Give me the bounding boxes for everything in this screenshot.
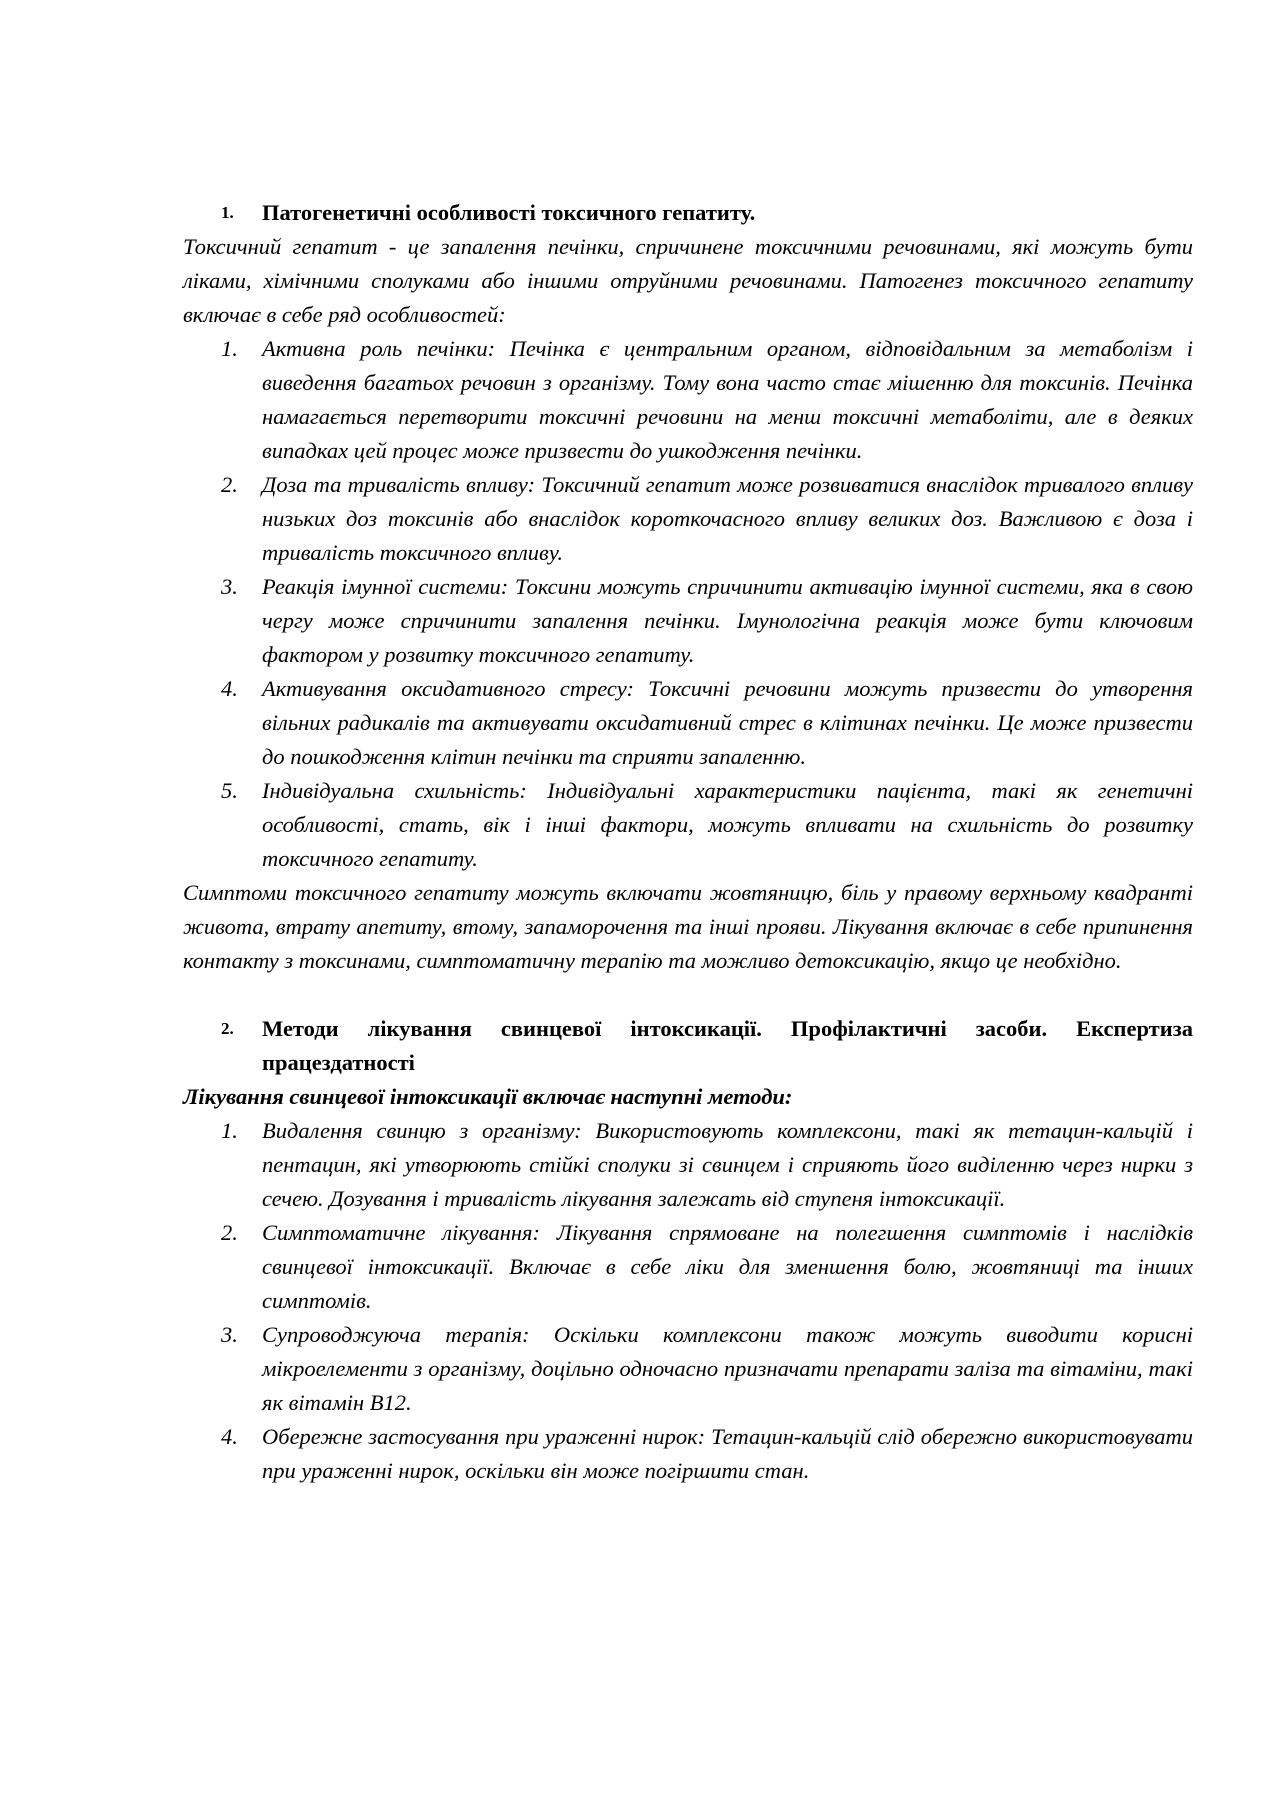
list-item-marker: 2. <box>221 472 238 497</box>
list-item <box>183 1216 1193 1318</box>
list-item <box>183 570 1193 672</box>
list-item-text: Супроводжуюча терапія: Оскільки комплексони також можуть виводити корисні мікроелементи з організму, доцільно одночасно призначати препарати заліза та вітаміни, такі як вітамін B12. <box>262 1322 1193 1415</box>
list-item-text: Індивідуальна схильність: Індивідуальні характеристики пацієнта, такі як генетичні особливості, стать, вік і інші фактори, можуть впливати на схильність до розвитку токсичного гепатиту. <box>262 778 1193 871</box>
list-item-text: Видалення свинцю з організму: Використовують комплексони, такі як тетацин-кальцій і пентацин, які утворюють стійкі сполуки зі свинцем і сприяють його виділенню через нирки з сечею. Дозування і тривалість лікування залежать від ступеня інтоксикації. <box>262 1118 1193 1211</box>
section-1-closing: Симптоми токсичного гепатиту можуть включати жовтяницю, біль у правому верхньому квадранті живота, втрату апетиту, втому, запаморочення та інші прояви. Лікування включає в себе припинення контакту з токсинами, симптоматичну терапію та можливо детоксикацію, якщо це необхідно. <box>183 880 1193 973</box>
section-2-heading <box>183 1012 1193 1080</box>
section-1-intro: Токсичний гепатит - це запалення печінки, спричинене токсичними речовинами, які можуть бути ліками, хімічними сполуками або іншими отруйними речовинами. Патогенез токсичного гепатиту включає в себе ряд особливостей: <box>183 234 1193 327</box>
list-item-marker: 3. <box>221 574 238 599</box>
list-item-marker: 2. <box>221 1220 238 1245</box>
list-item <box>183 672 1193 774</box>
section-2-number: 2. <box>221 1019 234 1038</box>
section-2-intro: Лікування свинцевої інтоксикації включає наступні методи: <box>183 1084 793 1109</box>
document-page <box>183 196 1193 1488</box>
list-item <box>183 774 1193 876</box>
list-item-text: Доза та тривалість впливу: Токсичний гепатит може розвиватися внаслідок тривалого впливу низьких доз токсинів або внаслідок короткочасного впливу великих доз. Важливою є доза і тривалість токсичного впливу. <box>262 472 1193 565</box>
list-item-marker: 4. <box>221 676 238 701</box>
section-2-title: Методи лікування свинцевої інтоксикації. Профілактичні засоби. Експертиза працездатності <box>262 1016 1193 1075</box>
list-item-marker: 1. <box>221 336 238 361</box>
list-item <box>183 1318 1193 1420</box>
section-spacer <box>183 978 1193 1012</box>
section-1-heading <box>183 196 1193 230</box>
section-2-list <box>183 1114 1193 1488</box>
list-item <box>183 332 1193 468</box>
section-1-list <box>183 332 1193 876</box>
list-item-text: Обережне застосування при ураженні нирок: Тетацин-кальцій слід обережно використовувати при ураженні нирок, оскільки він може погіршити стан. <box>262 1424 1193 1483</box>
list-item-text: Активна роль печінки: Печінка є центральним органом, відповідальним за метаболізм і виведення багатьох речовин з організму. Тому вона часто стає мішенню для токсинів. Печінка намагається перетворити токсичні речовини на менш токсичні метаболіти, але в деяких випадках цей процес може призвести до ушкодження печінки. <box>262 336 1193 463</box>
list-item-text: Активування оксидативного стресу: Токсичні речовини можуть призвести до утворення вільних радикалів та активувати оксидативний стрес в клітинах печінки. Це може призвести до пошкодження клітин печінки та сприяти запаленню. <box>262 676 1193 769</box>
list-item <box>183 1420 1193 1488</box>
list-item-text: Симптоматичне лікування: Лікування спрямоване на полегшення симптомів і наслідків свинцевої інтоксикації. Включає в себе ліки для зменшення болю, жовтяниці та інших симптомів. <box>262 1220 1193 1313</box>
list-item-text: Реакція імунної системи: Токсини можуть спричинити активацію імунної системи, яка в свою чергу може спричинити запалення печінки. Імунологічна реакція може бути ключовим фактором у розвитку токсичного гепатиту. <box>262 574 1193 667</box>
list-item-marker: 5. <box>221 778 238 803</box>
section-1-title: Патогенетичні особливості токсичного гепатиту. <box>262 200 756 225</box>
list-item-marker: 3. <box>221 1322 238 1347</box>
list-item <box>183 468 1193 570</box>
section-1-number: 1. <box>221 203 234 222</box>
list-item-marker: 4. <box>221 1424 238 1449</box>
list-item-marker: 1. <box>221 1118 238 1143</box>
list-item <box>183 1114 1193 1216</box>
